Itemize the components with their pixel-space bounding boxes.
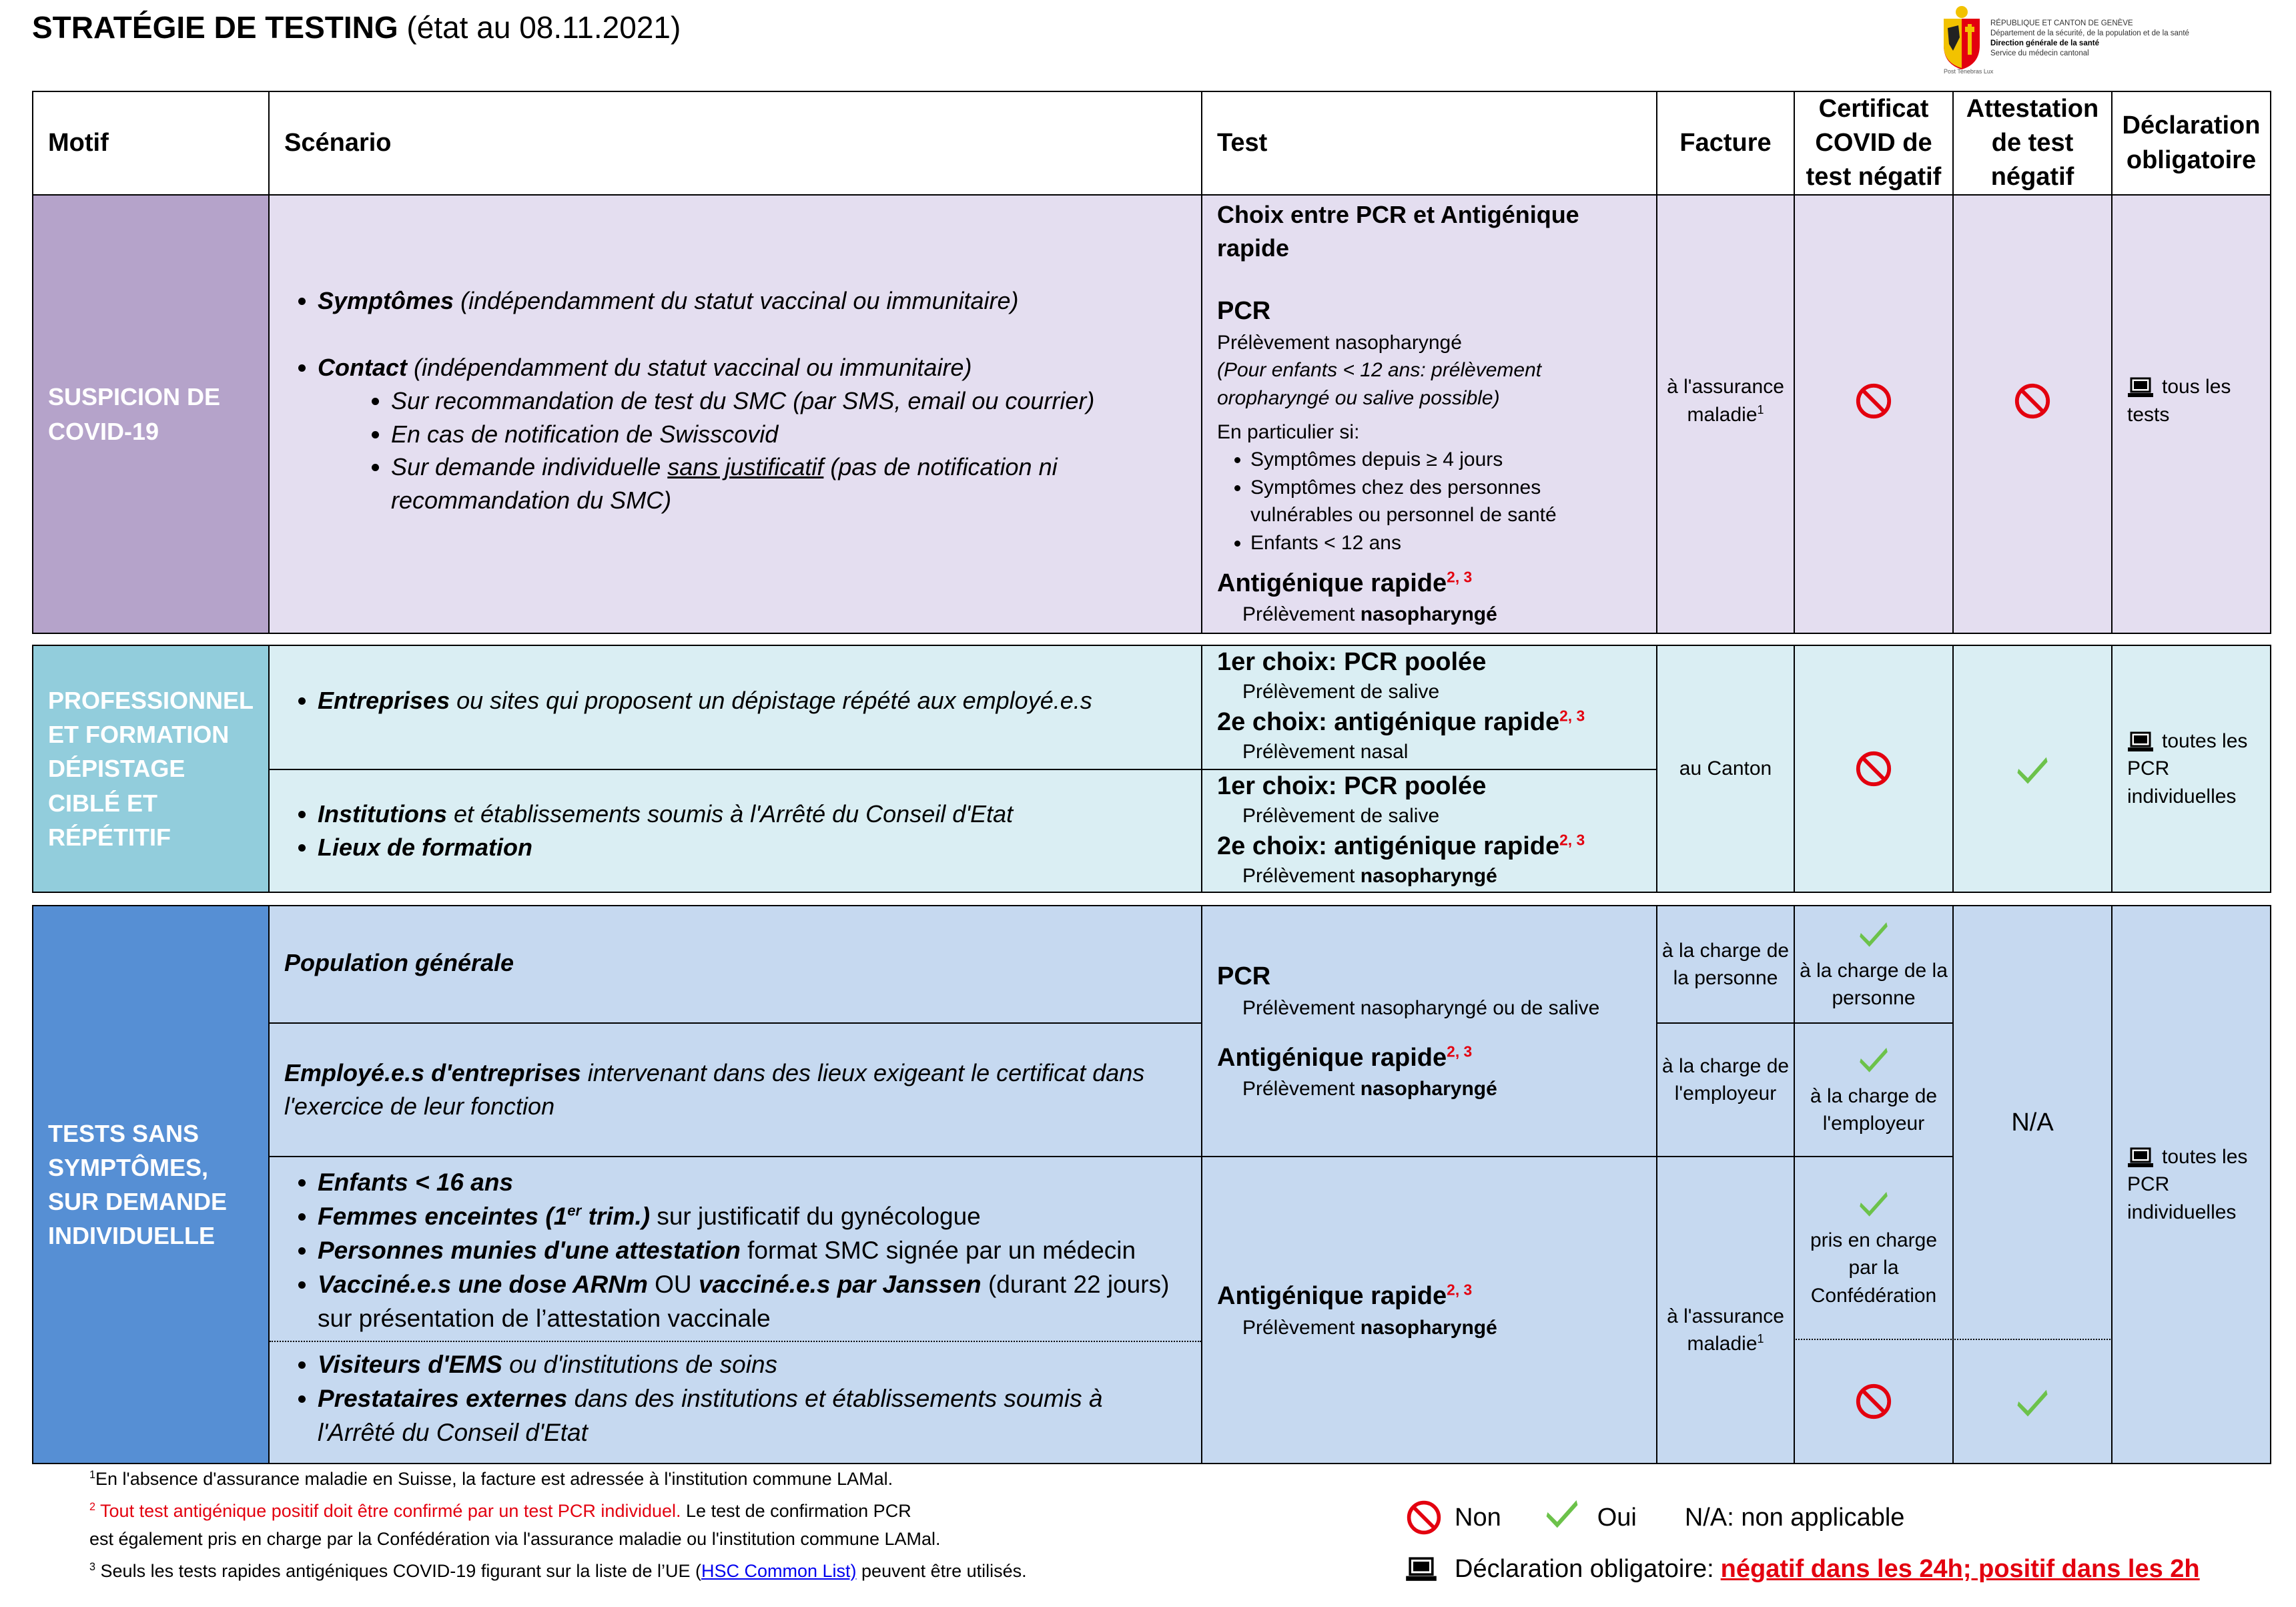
attestation-visiteurs bbox=[1952, 1339, 2113, 1464]
list-item: • Personnes munies d'une attestation format SMC signée par un médecin bbox=[318, 1233, 1186, 1267]
scenario-employes: Employé.e.s d'entreprises intervenant dans des lieux exigeant le certificat dans l'exercice de leur fonction bbox=[268, 1022, 1202, 1157]
footnote-1: $^1$En l'absence d'assurance maladie en Suisse, la facture est adressée à l'institution commune LAMal. bbox=[89, 1469, 893, 1489]
list-item: • Symptômes (indépendamment du statut vaccinal ou immunitaire) bbox=[318, 284, 1188, 318]
certificat-employeur: à la charge de l'employeur bbox=[1794, 1022, 1954, 1157]
footnote-3: $^3$ Seuls les tests rapides antigéniques COVID-19 figurant sur la liste de l’UE (HSC Common List) peuvent être utilisés. bbox=[89, 1560, 1027, 1581]
header-motif: Motif bbox=[32, 91, 270, 196]
certificat-pro bbox=[1794, 645, 1954, 893]
list-item: • Prestataires externes dans des institutions et établissements soumis à l'Arrêté du Conseil d'Etat bbox=[318, 1381, 1186, 1450]
facture-pro: au Canton bbox=[1656, 645, 1795, 893]
motif-suspicion: SUSPICION DE COVID-19 bbox=[32, 194, 270, 634]
footnote-2: $^2$ Tout test antigénique positif doit être confirmé par un test PCR individuel. Le test de confirmation PCR bbox=[89, 1500, 911, 1521]
check-icon bbox=[1858, 1042, 1890, 1074]
list-item: • Sur demande individuelle sans justificatif (pas de notification ni recommandation du SMC) bbox=[391, 450, 1188, 517]
certificat-confederation: pris en charge par la Confédération bbox=[1794, 1156, 1954, 1340]
facture-suspicion: à l'assurance maladie$^1$ bbox=[1656, 194, 1795, 634]
geneva-coat-of-arms-icon bbox=[1938, 4, 1985, 71]
legend-row-1: Non Oui N/A: non applicable bbox=[1405, 1499, 1904, 1536]
hsc-common-list-link[interactable]: HSC Common List) bbox=[701, 1560, 857, 1581]
check-icon bbox=[2015, 1384, 2050, 1419]
footnotes: $^1$En l'absence d'assurance maladie en Suisse, la facture est adressée à l'institution commune LAMal. $^2$ Tout test antigénique positif doit être confirmé par un test PCR individuel. Le test de confirmation PCR est également pris en charge par la Confédération via l'assurance maladie ou l'institution commune LAMal. $^3$ Seuls les tests rapides antigéniques COVID-19 figurant sur la liste de l’UE (HSC Common List) peuvent être utilisés. bbox=[89, 1466, 1157, 1585]
test-pro-1: 1er choix: PCR poolée Prélèvement de salive 2e choix: antigénique rapide$^{2, 3}$ Prélèvement nasal bbox=[1201, 645, 1657, 770]
header-scenario: Scénario bbox=[268, 91, 1202, 196]
test-tests-1: PCR Prélèvement nasopharyngé ou de salive Antigénique rapide$^{2, 3}$ Prélèvement nasopharyngé bbox=[1201, 905, 1657, 1157]
no-icon bbox=[1405, 1499, 1443, 1536]
geneva-logo: RÉPUBLIQUE ET CANTON DE GENÈVE Département de la sécurité, de la population et de la santé Direction générale de la santé Service du médecin cantonal Post Tenebras Lux bbox=[1938, 4, 2232, 77]
facture-lamal: à l'assurance maladie$^1$ bbox=[1656, 1156, 1795, 1464]
header-test: Test bbox=[1201, 91, 1657, 196]
check-icon bbox=[2015, 751, 2050, 786]
test-pcr: PCR bbox=[1217, 297, 1271, 326]
list-item: • Sur recommandation de test du SMC (par SMS, email ou courrier) bbox=[391, 384, 1188, 418]
scenario-pro-institutions bbox=[268, 769, 1202, 893]
list-item: • Visiteurs d'EMS ou d'institutions de soins bbox=[318, 1347, 1186, 1381]
no-icon bbox=[2013, 382, 2052, 420]
declaration-suspicion: tous les tests bbox=[2111, 194, 2271, 634]
list-item: • Institutions et établissements soumis à l'Arrêté du Conseil d'Etat bbox=[318, 797, 1188, 831]
no-icon bbox=[1854, 1382, 1893, 1421]
list-item: • Entreprises ou sites qui proposent un dépistage répété aux employé.e.s bbox=[318, 684, 1188, 717]
test-tests-2: Antigénique rapide$^{2, 3}$ Prélèvement nasopharyngé bbox=[1201, 1156, 1657, 1464]
certificat-population: à la charge de la personne bbox=[1794, 905, 1954, 1024]
attestation-tests: N/A bbox=[1952, 905, 2113, 1340]
no-icon bbox=[1854, 382, 1893, 420]
declaration-tests: toutes les PCR individuelles bbox=[2111, 905, 2271, 1464]
header-attestation: Attestation de test négatif bbox=[1952, 91, 2113, 196]
scenario-population: Population générale bbox=[268, 905, 1202, 1024]
laptop-icon bbox=[2127, 731, 2154, 753]
list-item: • Femmes enceintes (1er trim.) sur justificatif du gynécologue bbox=[318, 1199, 1186, 1233]
motif-pro: PROFESSIONNEL ET FORMATION DÉPISTAGE CIBLÉ ET RÉPÉTITIF bbox=[32, 645, 270, 893]
check-icon bbox=[1544, 1494, 1580, 1530]
header-certificat: Certificat COVID de test négatif bbox=[1794, 91, 1954, 196]
list-item: • Symptômes depuis ≥ 4 jours bbox=[1250, 446, 1643, 473]
test-choice: Choix entre PCR et Antigénique rapide bbox=[1217, 201, 1579, 262]
header-declaration: Déclaration obligatoire bbox=[2111, 91, 2271, 196]
legend-row-2: Déclaration obligatoire: négatif dans les 24h; positif dans les 2h bbox=[1405, 1555, 2200, 1584]
laptop-icon bbox=[2127, 1147, 2154, 1169]
certificat-visiteurs bbox=[1794, 1339, 1954, 1464]
test-suspicion: Choix entre PCR et Antigénique rapide PCR Prélèvement nasopharyngé (Pour enfants < 12 ans: prélèvement oropharyngé ou salive possible) En particulier si: • Symptômes depuis ≥ 4 jours • Symptômes chez des personnes vulnérables ou personnel de santé • Enfants < 12 ans Antigénique rapide$^{2, 3}$ Prélèvement nasopharyngé bbox=[1201, 194, 1657, 634]
laptop-icon bbox=[2127, 377, 2154, 398]
scenario-groupes bbox=[268, 1156, 1202, 1464]
attestation-suspicion bbox=[1952, 194, 2113, 634]
facture-employeur: à la charge de l'employeur bbox=[1656, 1022, 1795, 1157]
motif-tests: TESTS SANS SYMPTÔMES, SUR DEMANDE INDIVIDUELLE bbox=[32, 905, 270, 1464]
no-icon bbox=[1854, 749, 1893, 788]
header-facture: Facture bbox=[1656, 91, 1795, 196]
laptop-icon bbox=[1405, 1556, 1437, 1583]
list-item: • Contact (indépendamment du statut vaccinal ou immunitaire) • Sur recommandation de test du SMC (par SMS, email ou courrier) • En cas de notification de Swisscovid • Sur demande individuelle sans justificatif (pas de notification ni recommandation du SMC) bbox=[318, 351, 1188, 517]
list-item: • Enfants < 16 ans bbox=[318, 1165, 1186, 1199]
test-antigenique: Antigénique rapide$^{2, 3}$ bbox=[1217, 568, 1473, 597]
scenario-pro-entreprises bbox=[268, 645, 1202, 770]
check-icon bbox=[1858, 917, 1890, 949]
list-item: • Symptômes chez des personnes vulnérables ou personnel de santé bbox=[1250, 474, 1643, 529]
declaration-pro: toutes les PCR individuelles bbox=[2111, 645, 2271, 893]
check-icon bbox=[1858, 1187, 1890, 1219]
list-item: • Enfants < 12 ans bbox=[1250, 529, 1643, 557]
attestation-pro bbox=[1952, 645, 2113, 893]
list-item: • Lieux de formation bbox=[318, 831, 1188, 864]
certificat-suspicion bbox=[1794, 194, 1954, 634]
facture-population: à la charge de la personne bbox=[1656, 905, 1795, 1024]
scenario-suspicion bbox=[268, 194, 1202, 634]
test-pro-2: 1er choix: PCR poolée Prélèvement de salive 2e choix: antigénique rapide$^{2, 3}$ Prélèvement nasopharyngé bbox=[1201, 769, 1657, 893]
page-title: STRATÉGIE DE TESTING (état au 08.11.2021) bbox=[32, 10, 681, 45]
list-item: • En cas de notification de Swisscovid bbox=[391, 418, 1188, 451]
list-item: • Vacciné.e.s une dose ARNm OU vacciné.e.s par Janssen (durant 22 jours) sur présentation de l’attestation vaccinale bbox=[318, 1267, 1186, 1335]
